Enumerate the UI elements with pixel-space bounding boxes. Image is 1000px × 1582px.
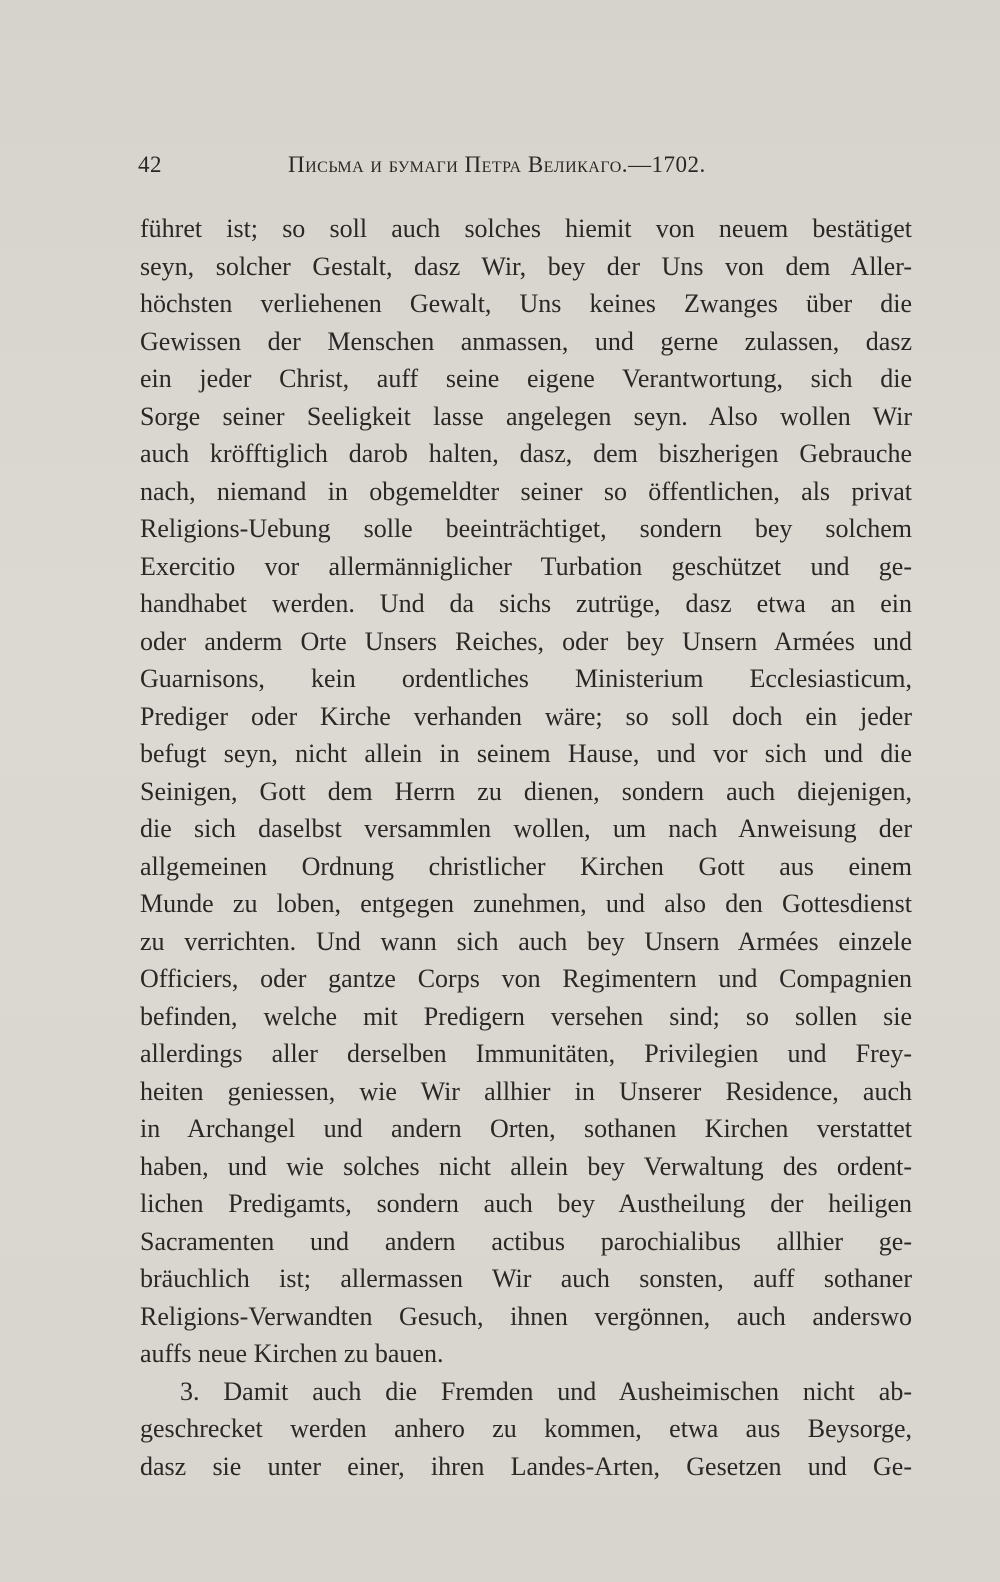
text-line: Religions-Verwandten Gesuch, ihnen vergönnen, auch anderswo (140, 1301, 912, 1331)
text-line: Seinigen, Gott dem Herrn zu dienen, sondern auch diejenigen, (140, 776, 912, 806)
text-line: Sorge seiner Seeligkeit lasse angelegen seyn. Also wollen Wir (140, 401, 912, 431)
text-line: Exercitio vor allermänniglicher Turbation geschützet und ge- (140, 551, 912, 581)
text-line: heiten geniessen, wie Wir allhier in Unserer Residence, auch (140, 1076, 912, 1106)
text-line: dasz sie unter einer, ihren Landes-Arten, Gesetzen und Ge- (140, 1451, 912, 1481)
body-text (140, 210, 912, 1485)
text-line: Guarnisons, kein ordentliches Ministerium Ecclesiasticum, (140, 664, 912, 693)
running-title: Письма и бумаги Петра Великаго.—1702. (288, 152, 706, 177)
text-line: in Archangel und andern Orten, sothanen Kirchen verstattet (140, 1114, 912, 1143)
text-line: auch kröfftiglich darob halten, dasz, dem biszherigen Gebrauche (140, 439, 912, 468)
text-line: nach, niemand in obgemeldter seiner so öffentlichen, als privat (140, 476, 912, 506)
text-line: 3. Damit auch die Fremden und Ausheimischen nicht ab- (180, 1376, 912, 1406)
text-line: lichen Predigamts, sondern auch bey Austheilung der heiligen (140, 1189, 912, 1218)
page-number: 42 (138, 152, 162, 177)
text-line: haben, und wie solches nicht allein bey Verwaltung des ordent- (140, 1151, 912, 1181)
text-line: auffs neue Kirchen zu bauen. (140, 1339, 444, 1368)
text-line: ein jeder Christ, auff seine eigene Verantwortung, sich die (140, 364, 912, 393)
text-line: Gewissen der Menschen anmassen, und gerne zulassen, dasz (140, 326, 912, 356)
text-line: allerdings aller derselben Immunitäten, Privilegien und Frey- (140, 1039, 912, 1068)
text-line: befinden, welche mit Predigern versehen sind; so sollen sie (140, 1001, 912, 1031)
text-line: zu verrichten. Und wann sich auch bey Unsern Armées einzele (140, 926, 912, 956)
text-line: Officiers, oder gantze Corps von Regimentern und Compagnien (140, 964, 912, 993)
text-line: Prediger oder Kirche verhanden wäre; so soll doch ein jeder (140, 701, 912, 731)
text-line: allgemeinen Ordnung christlicher Kirchen Gott aus einem (140, 851, 912, 881)
text-line: Religions-Uebung solle beeinträchtiget, sondern bey solchem (140, 514, 912, 543)
text-line: die sich daselbst versammlen wollen, um nach Anweisung der (140, 814, 912, 843)
text-line: seyn, solcher Gestalt, dasz Wir, bey der Uns von dem Aller- (140, 251, 912, 281)
text-line: handhabet werden. Und da sichs zutrüge, dasz etwa an ein (140, 589, 912, 618)
text-line: geschrecket werden anhero zu kommen, etwa aus Beysorge, (140, 1414, 912, 1443)
text-line: befugt seyn, nicht allein in seinem Hause, und vor sich und die (140, 739, 912, 768)
text-line: oder anderm Orte Unsers Reiches, oder bey Unsern Armées und (140, 626, 912, 656)
text-line: höchsten verliehenen Gewalt, Uns keines Zwanges über die (140, 289, 912, 318)
text-line: führet ist; so soll auch solches hiemit von neuem bestätiget (140, 214, 912, 243)
text-line: bräuchlich ist; allermassen Wir auch sonsten, auff sothaner (140, 1264, 912, 1293)
text-line: Sacramenten und andern actibus parochialibus allhier ge- (140, 1226, 912, 1256)
text-line: Munde zu loben, entgegen zunehmen, und also den Gottesdienst (140, 889, 912, 918)
